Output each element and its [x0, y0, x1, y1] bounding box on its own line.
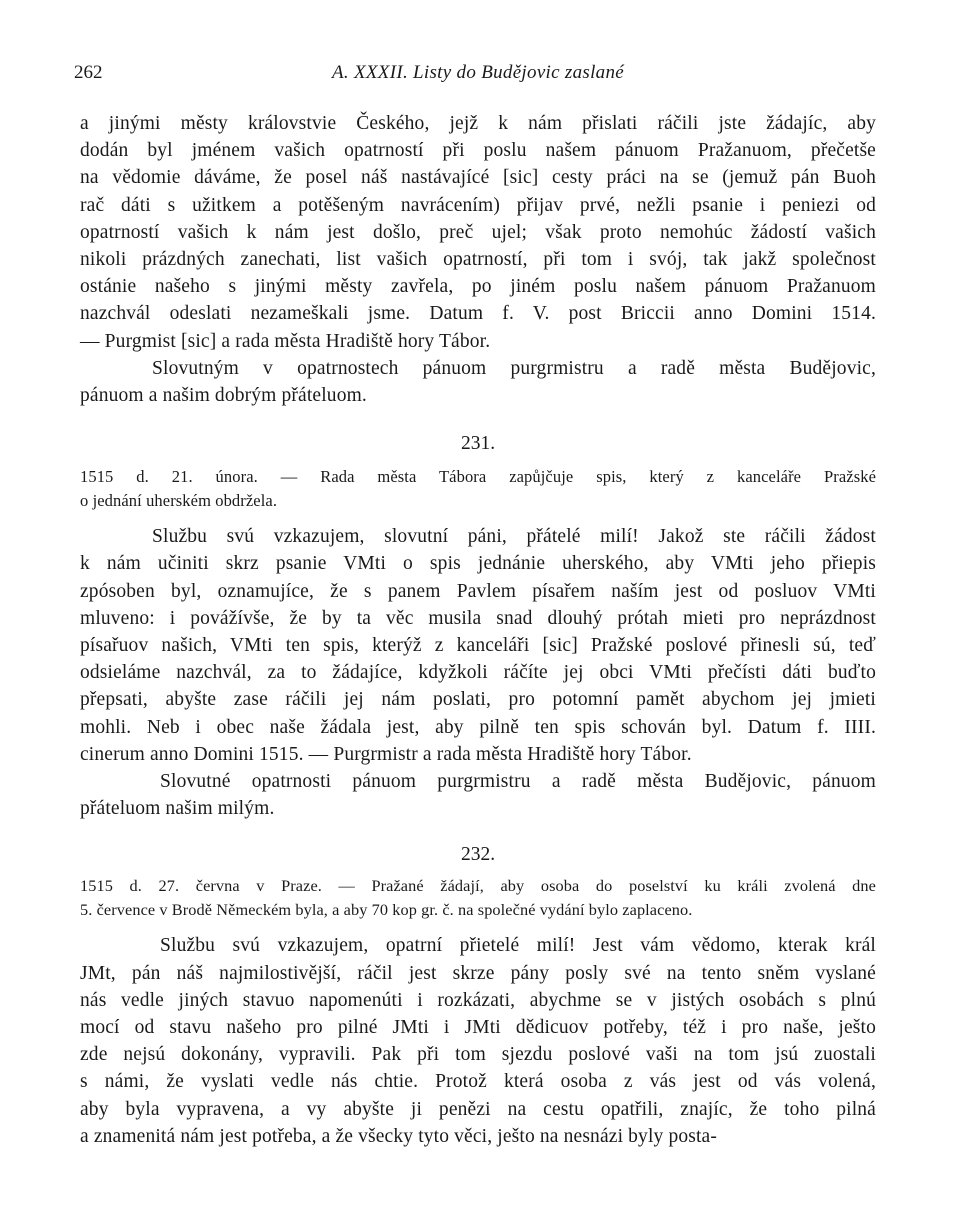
text-line: nás vedle jiných stavuo napomenúti i rozkázati, abychme se v jistých osobách s plnú	[80, 989, 876, 1011]
document-regest	[80, 874, 876, 922]
text-line: 1515 d. 21. února. — Rada města Tábora zapůjčuje spis, který z kanceláře Pražské	[80, 467, 876, 487]
previous-letter-body	[80, 110, 876, 355]
text-line: 5. července v Brodě Německém byla, a aby 70 kop gr. č. na společné vydání bylo zaplaceno.	[80, 900, 693, 920]
text-line: o jednání uherském obdržela.	[80, 491, 278, 511]
text-line: Službu svú vzkazujem, opatrní přietelé milí! Jest vám vědomo, kterak král	[160, 935, 876, 957]
text-line: nazchvál odeslati nezameškali jsme. Datum f. V. post Briccii anno Domini 1514.	[80, 303, 876, 325]
text-line: odsieláme nazchvál, za to žádajíce, kdyžkoli ráčíte jej obci VMti přečísti dáti buďto	[80, 662, 876, 684]
running-head-title: A. XXXII. Listy do Budějovic zaslané	[331, 62, 625, 83]
document-address	[80, 768, 876, 822]
document-body	[80, 932, 876, 1150]
text-line: mocí od stavu našeho pro pilné JMti i JMti dědicuov potřeby, též i pro naše, ješto	[80, 1017, 876, 1039]
text-line: rač dáti s užitkem a potěšeným navrácením) přijav prvé, nežli psanie i peniezi od	[80, 194, 876, 216]
document-231	[80, 433, 876, 822]
text-line: zpósoben byl, oznamujíce, že s panem Pavlem písařem naším jest od posluov VMti	[80, 580, 876, 602]
text-line: Službu svú vzkazujem, slovutní páni, přátelé milí! Jakož ste ráčili žádost	[152, 526, 876, 548]
previous-letter-address	[80, 355, 876, 409]
running-head	[74, 62, 876, 88]
text-line: přepsati, abyšte zase ráčili jej nám poslati, pro potomní pamět abychom jej jmieti	[80, 689, 876, 711]
text-line: mluveno: i povážívše, že by ta věc musila snad dlouhý prótah mieti pro neprázdnost	[80, 607, 876, 629]
document-232	[80, 844, 876, 1150]
text-line: aby byla vypravena, a vy abyšte ji penězi na cestu opatřili, znajíc, že toho pilná	[80, 1098, 876, 1120]
text-line: mohli. Neb i obec naše žádala jest, aby pilně ten spis schován byl. Datum f. IIII.	[80, 716, 876, 738]
text-line: písařuov našich, VMti ten spis, kterýž z kanceláři [sic] Pražské poslové přinesli sú, teď	[80, 635, 876, 657]
text-line: Slovutným v opatrnostech pánuom purgrmistru a radě města Budějovic,	[152, 357, 876, 379]
text-line: a jinými městy královstvie Českého, jejž k nám přislati ráčili jste žádajíc, aby	[80, 113, 876, 134]
document-number: 231.	[460, 433, 496, 455]
text-line: JMt, pán náš najmilostivější, ráčil jest skrze pány posly své na tento sněm vyslané	[80, 962, 876, 984]
text-line: k nám učiniti skrz psanie VMti o spis jednánie uherského, aby VMti jeho přiepis	[80, 553, 876, 575]
text-line: cinerum anno Domini 1515. — Purgrmistr a rada města Hradiště hory Tábor.	[80, 743, 692, 765]
text-line: dodán byl jménem vašich opatrností při poslu našem pánuom Pražanuom, přečetše	[80, 140, 876, 162]
text-line: zde nejsú dokonány, vypravili. Pak při tom sjezdu poslové vaši na tom jsú zuostali	[80, 1044, 876, 1066]
text-line: opatrností vašich k nám jest došlo, preč ujel; však proto nemohúc žádostí vašich	[80, 221, 876, 243]
text-line: přáteluom našim milým.	[80, 798, 275, 820]
text-line: s námi, že vyslati vedle nás chtie. Protož která osoba z vás jest od vás volená,	[80, 1071, 876, 1093]
page-number: 262	[74, 62, 103, 83]
text-line: 1515 d. 27. června v Praze. — Pražané žádají, aby osoba do poselství ku králi zvolená dne	[80, 876, 876, 896]
text-line: Slovutné opatrnosti pánuom purgrmistru a radě města Budějovic, pánuom	[160, 771, 876, 793]
text-line: nikoli prázdných zanechati, list vašich opatrností, při tom i svój, tak jakž společnost	[80, 249, 876, 271]
previous-letter	[80, 110, 876, 409]
text-line: pánuom a našim dobrým přáteluom.	[80, 385, 367, 407]
text-line: ostánie našeho s jinými městy zavřela, po jiném poslu našem pánuom Pražanuom	[80, 276, 876, 298]
document-body	[80, 523, 876, 768]
text-line: — Purgmist [sic] a rada města Hradiště hory Tábor.	[80, 330, 491, 352]
document-page	[74, 62, 876, 1150]
text-line: a znamenitá nám jest potřeba, a že všecky tyto věci, ješto na nesnázi byly posta-	[80, 1125, 718, 1147]
document-number: 232.	[460, 844, 496, 866]
document-regest	[80, 465, 876, 513]
text-line: na vědomie dáváme, že posel náš nastávajícé [sic] cesty práci na se (jemuž pán Buoh	[80, 167, 876, 189]
